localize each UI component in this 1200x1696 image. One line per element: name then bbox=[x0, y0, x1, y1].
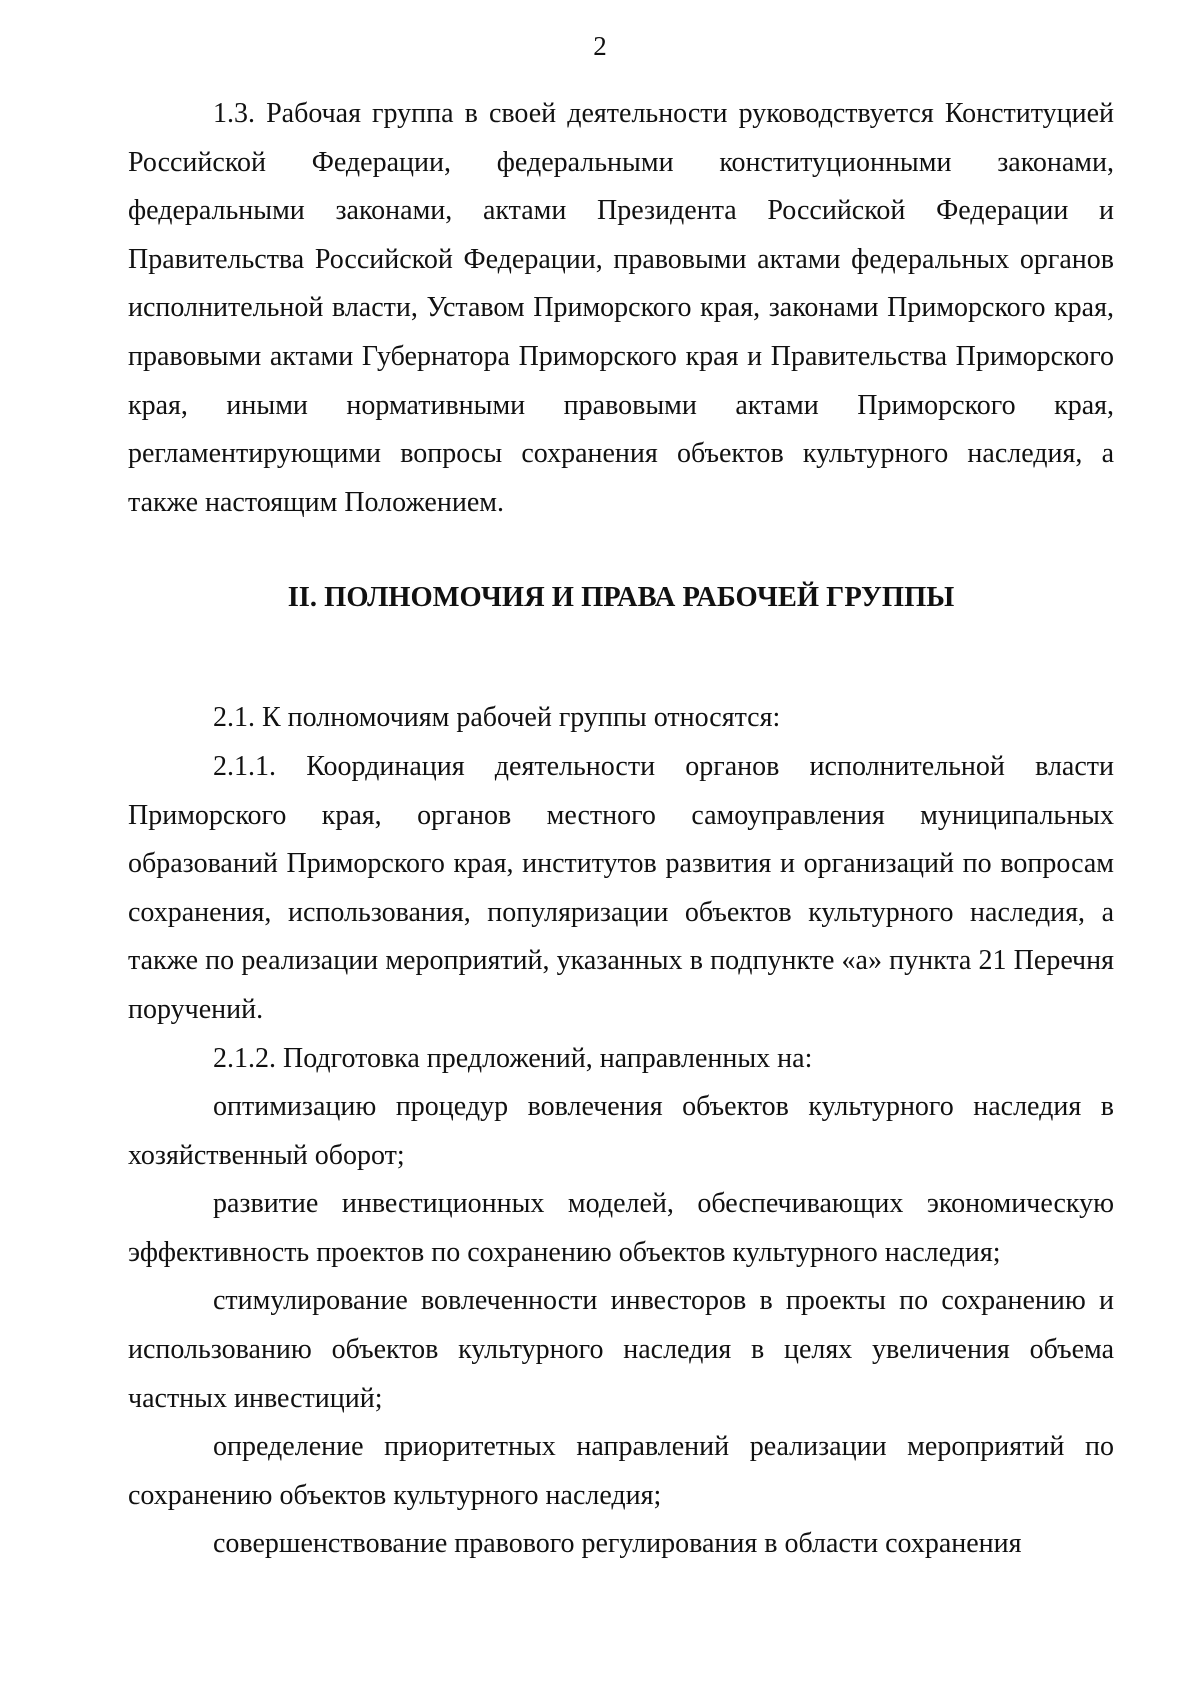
page-number: 2 bbox=[593, 31, 607, 61]
paragraph-2-1-1: 2.1.1. Координация деятельности органов исполнительной власти Приморского края, органов местного самоуправления муниципальных образований Приморского края, институтов развития и организаций по вопросам сохранения, использования, популяризации объектов культурного наследия, а также по реализации мероприятий, указанных в подпункте «а» пункта 21 Перечня поручений. bbox=[128, 750, 1114, 1025]
list-item-investor-stimulation: стимулирование вовлеченности инвесторов в проекты по сохранению и использованию объектов культурного наследия в целях увеличения объема частных инвестиций; bbox=[128, 1285, 1114, 1414]
list-item-legal-regulation: совершенствование правового регулирования в области сохранения bbox=[213, 1528, 1022, 1560]
list-item-investment-models: развитие инвестиционных моделей, обеспечивающих экономическую эффективность проектов по сохранению объектов культурного наследия; bbox=[128, 1188, 1114, 1268]
paragraph-1-3: 1.3. Рабочая группа в своей деятельности руководствуется Конституцией Российской Федерации, федеральными конституционными законами, федеральными законами, актами Президента Российской Федерации и Правительства Российской Федерации, правовыми актами федеральных органов исполнительной власти, Уставом Приморского края, законами Приморского края, правовыми актами Губернатора Приморского края и Правительства Приморского края, иными нормативными правовыми актами Приморского края, регламентирующими вопросы сохранения объектов культурного наследия, а также настоящим Положением. bbox=[128, 98, 1114, 518]
list-item-optimization: оптимизацию процедур вовлечения объектов культурного наследия в хозяйственный оборот; bbox=[128, 1091, 1114, 1171]
paragraph-2-1-2: 2.1.2. Подготовка предложений, направленных на: bbox=[213, 1042, 813, 1074]
list-item-priority-directions: определение приоритетных направлений реализации мероприятий по сохранению объектов культурного наследия; bbox=[128, 1431, 1114, 1511]
section-heading: II. ПОЛНОМОЧИЯ И ПРАВА РАБОЧЕЙ ГРУППЫ bbox=[287, 582, 955, 614]
document-body bbox=[128, 90, 1114, 1569]
paragraph-2-1: 2.1. К полномочиям рабочей группы относятся: bbox=[213, 702, 781, 734]
spacer bbox=[128, 622, 1114, 694]
